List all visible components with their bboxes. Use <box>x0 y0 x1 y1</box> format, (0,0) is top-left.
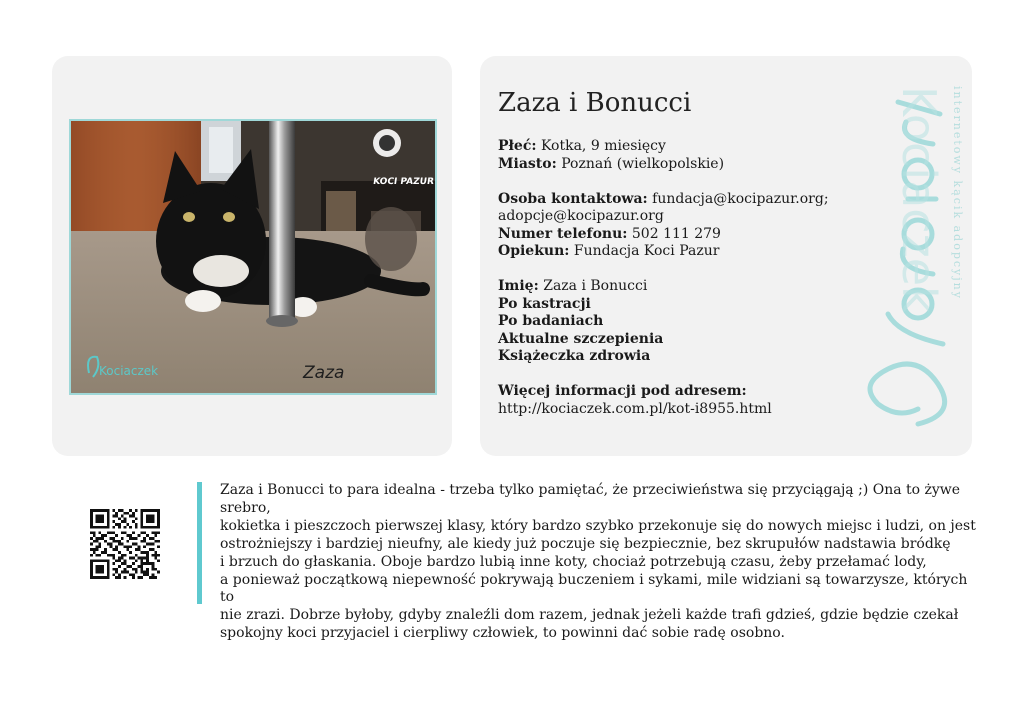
city-row <box>498 156 858 174</box>
description-line: spokojny koci przyjaciel i cierpliwy człowiek, to powinni dać sobie radę osobno. <box>220 625 785 642</box>
name-label: Imię: <box>498 278 539 294</box>
more-info-row <box>498 383 858 401</box>
brand-name-wrap <box>890 86 950 446</box>
photo-watermark: Kociaczek <box>99 364 159 378</box>
cat-photo <box>69 119 437 395</box>
feature-item: Po badaniach <box>498 313 604 329</box>
phone-value[interactable]: 502 111 279 <box>631 225 721 242</box>
feature-item: Książeczka zdrowia <box>498 348 651 364</box>
city-value: Poznań (wielkopolskie) <box>561 155 725 172</box>
city-label: Miasto: <box>498 155 557 172</box>
guardian-value: Fundacja Koci Pazur <box>573 243 720 259</box>
info-card <box>480 56 972 456</box>
feature-item: Aktualne szczepienia <box>498 330 664 347</box>
koci-pazur-logo-text: KOCI PAZUR <box>372 177 435 187</box>
description-accent-bar <box>197 482 202 604</box>
contact-row-2 <box>498 208 858 226</box>
description-line: nie zrazi. Dobrze byłoby, gdyby znaleźli dom razem, jednak jeżeli każde trafi gdzieś, gdzie będzie czekał <box>220 607 959 624</box>
name-row <box>498 278 858 296</box>
description-line: Zaza i Bonucci to para idealna - trzeba tylko pamiętać, że przeciwieństwa się przyciągają ;) Ona to żywe srebro, <box>220 482 961 516</box>
contact-label: Osoba kontaktowa: <box>498 190 648 207</box>
brand-name: Kociaczek <box>892 86 946 313</box>
cat-photo-image <box>71 121 435 393</box>
cat-info <box>498 86 858 418</box>
contact-row <box>498 191 858 209</box>
description-line: ostrożniejszy i bardziej nieufny, ale kiedy już poczuje się bezpiecznie, bez skrupułów nadstawia bródkę <box>220 535 951 552</box>
description-line: kokietka i pieszczoch pierwszej klasy, który bardzo szybko przekonuje się do nowych miejsc i ludzi, on jest <box>220 517 976 534</box>
contact-email-2[interactable]: adopcje@kocipazur.org <box>498 208 664 224</box>
description <box>220 482 980 643</box>
more-info-label: Więcej informacji pod adresem: <box>498 383 747 399</box>
cat-name-heading: Zaza i Bonucci <box>498 88 692 118</box>
more-info-url-row <box>498 401 858 419</box>
sex-row <box>498 138 858 156</box>
sex-value: Kotka, 9 miesięcy <box>540 138 666 154</box>
qr-code <box>90 509 160 579</box>
name-value: Zaza i Bonucci <box>543 278 648 294</box>
contact-email-1[interactable]: fundacja@kocipazur.org; <box>652 190 829 207</box>
description-line: i brzuch do głaskania. Oboje bardzo lubią inne koty, chociaż potrzebują czasu, żeby przełamać lody, <box>220 553 927 570</box>
sex-label: Płeć: <box>498 138 537 154</box>
more-info-link[interactable]: http://kociaczek.com.pl/kot-i8955.html <box>498 400 772 417</box>
description-line: a ponieważ początkową niepewność pokrywają buczeniem i sykami, mile widziani są towarzysze, których to <box>220 571 968 606</box>
guardian-row <box>498 243 858 261</box>
brand-tagline: internetowy kącik adopcyjny <box>951 86 964 300</box>
brand-tagline-wrap <box>950 86 964 326</box>
guardian-label: Opiekun: <box>498 243 570 259</box>
phone-row <box>498 226 858 244</box>
photo-caption: Zaza <box>303 363 345 383</box>
photo-card <box>52 56 452 456</box>
feature-item: Po kastracji <box>498 295 591 312</box>
phone-label: Numer telefonu: <box>498 225 628 242</box>
